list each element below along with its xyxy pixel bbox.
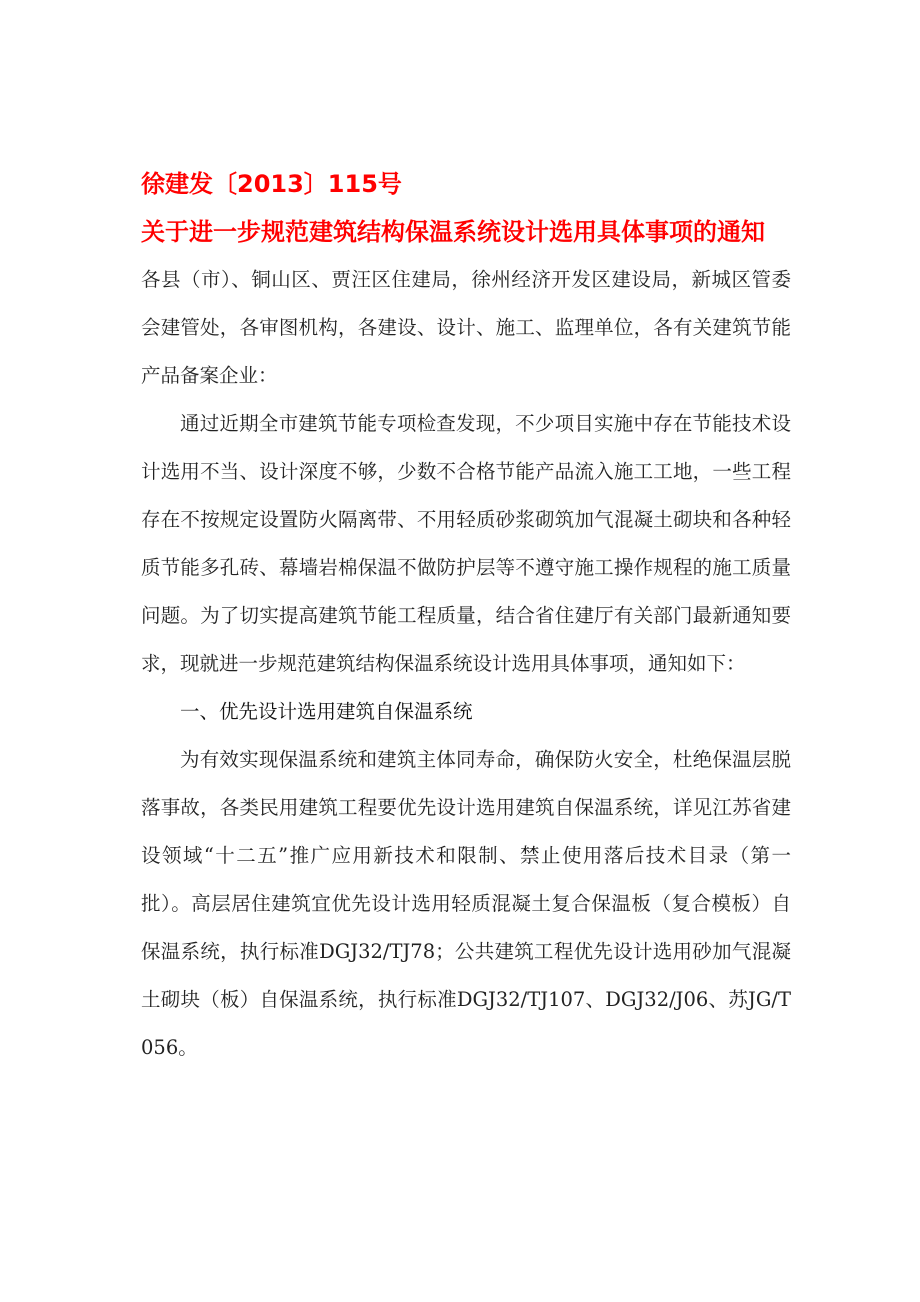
intro-paragraph: 通过近期全市建筑节能专项检查发现，不少项目实施中存在节能技术设计选用不当、设计深度不够，少数不合格节能产品流入施工工地，一些工程存在不按规定设置防火隔离带、不用轻质砂浆砌筑加气混凝土砌块和各种轻质节能多孔砖、幕墙岩棉保温不做防护层等不遵守施工操作规程的施工质量问题。为了切实提高建筑节能工程质量，结合省住建厅有关部门最新通知要求，现就进一步规范建筑结构保温系统设计选用具体事项，通知如下： <box>141 412 791 675</box>
document-title: 关于进一步规范建筑结构保温系统设计选用具体事项的通知 <box>141 218 765 246</box>
document-number: 徐建发〔2013〕115号 <box>141 170 402 198</box>
section-heading: 一、优先设计选用建筑自保温系统 <box>180 700 473 723</box>
section-paragraph: 为有效实现保温系统和建筑主体同寿命，确保防火安全，杜绝保温层脱落事故，各类民用建筑工程要优先设计选用建筑自保温系统，详见江苏省建设领域“十二五”推广应用新技术和限制、禁止使用落后技术目录（第一批）。高层居住建筑宜优先设计选用轻质混凝土复合保温板（复合模板）自保温系统，执行标准DGJ32/TJ78；公共建筑工程优先设计选用砂加气混凝土砌块（板）自保温系统，执行标准DGJ32/TJ107、DGJ32/J06、苏JG/T056。 <box>141 748 791 1059</box>
recipients-paragraph: 各县（市）、铜山区、贾汪区住建局，徐州经济开发区建设局，新城区管委会建管处，各审图机构，各建设、设计、施工、监理单位，各有关建筑节能产品备案企业： <box>141 268 791 387</box>
document-body <box>141 160 791 1072</box>
